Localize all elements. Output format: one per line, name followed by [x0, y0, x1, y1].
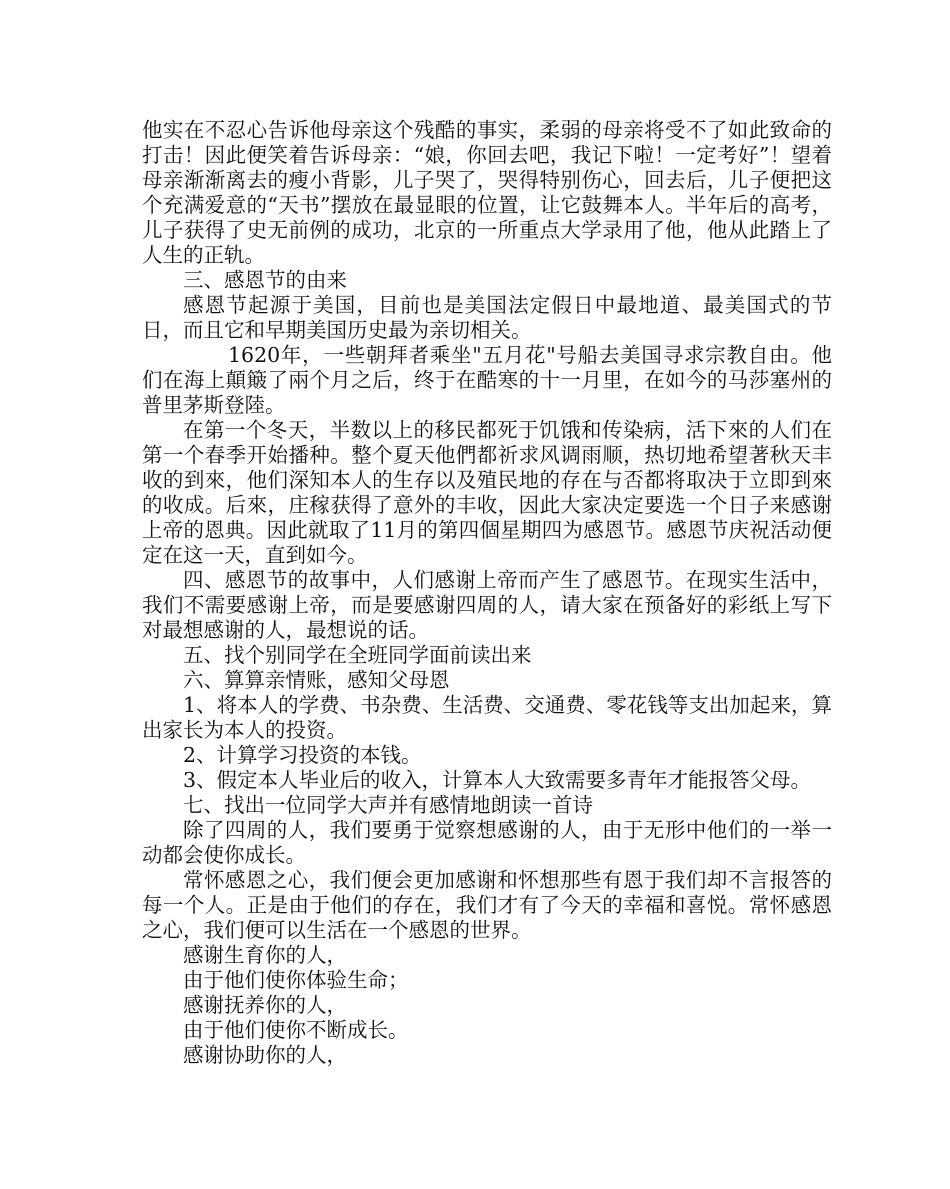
heading-section-7: 七、找出一位同学大声并有感情地朗读一首诗 [183, 793, 593, 817]
list-item-3: 3、假定本人毕业后的收入，计算本人大致需要多青年才能报答父母。 [183, 768, 812, 792]
paragraph-section-5: 五、找个别同学在全班同学面前读出来 [183, 643, 532, 667]
paragraph-first-winter: 在第一个冬天，半数以上的移民都死于饥饿和传染病，活下來的人们在第一个春季开始播种。整个夏天他們都祈求风调雨顺，热切地希望著秋天丰收的到來，他们深知本人的生存以及殖民地的存在与否都将取决于立即到來的收成。后來，庄稼获得了意外的丰收，因此大家决定要选一个日子来感谢上帝的恩典。因此就取了11月的第四個星期四为感恩节。感恩节庆祝活动便定在这一天，直到如今。 [142, 418, 832, 567]
document-body [142, 118, 832, 1068]
paragraph-perceive-thanks: 除了四周的人，我们要勇于觉察想感谢的人，由于无形中他们的一举一动都会使你成长。 [142, 818, 832, 867]
paragraph-origin-intro: 感恩节起源于美国，目前也是美国法定假日中最地道、最美国式的节日，而且它和早期美国历史最为亲切相关。 [142, 293, 832, 342]
paragraph-story-ending: 他实在不忍心告诉他母亲这个残酷的事实，柔弱的母亲将受不了如此致命的打击！因此便笑着告诉母亲：“娘，你回去吧，我记下啦！一定考好”！望着母亲渐渐离去的瘦小背影，儿子哭了，哭得特别伤心，回去后，儿子便把这个充满爱意的“天书”摆放在最显眼的位置，让它鼓舞本人。半年后的高考，儿子获得了史无前例的成功，北京的一所重点大学录用了他，他从此踏上了人生的正轨。 [142, 118, 832, 267]
poem-line-1: 感谢生育你的人， [183, 943, 347, 967]
paragraph-grateful-heart: 常怀感恩之心，我们便会更加感谢和怀想那些有恩于我们却不言报答的每一个人。正是由于他们的存在，我们才有了今天的幸福和喜悦。常怀感恩之心，我们便可以生活在一个感恩的世界。 [142, 868, 832, 942]
heading-section-6: 六、算算亲情账，感知父母恩 [183, 668, 450, 692]
poem-line-3: 感谢抚养你的人， [183, 993, 347, 1017]
heading-section-3: 三、感恩节的由来 [183, 268, 347, 292]
paragraph-section-4: 四、感恩节的故事中，人们感谢上帝而产生了感恩节。在现实生活中，我们不需要感谢上帝，而是要感谢四周的人，请大家在预备好的彩纸上写下对最想感谢的人，最想说的话。 [142, 568, 832, 642]
poem-line-4: 由于他们使你不断成长。 [183, 1018, 409, 1042]
poem-line-2: 由于他们使你体验生命； [183, 968, 409, 992]
list-item-2: 2、计算学习投资的本钱。 [183, 743, 422, 767]
paragraph-mayflower: 1620年，一些朝拜者乘坐"五月花"号船去美国寻求宗教自由。他们在海上顛簸了兩个月之后，终于在酷寒的十一月里，在如今的马莎塞州的普里茅斯登陸。 [142, 343, 832, 417]
poem-line-5: 感谢协助你的人， [183, 1043, 347, 1067]
list-item-1: 1、将本人的学费、书杂费、生活费、交通费、零花钱等支出加起来，算出家长为本人的投资。 [142, 693, 832, 742]
